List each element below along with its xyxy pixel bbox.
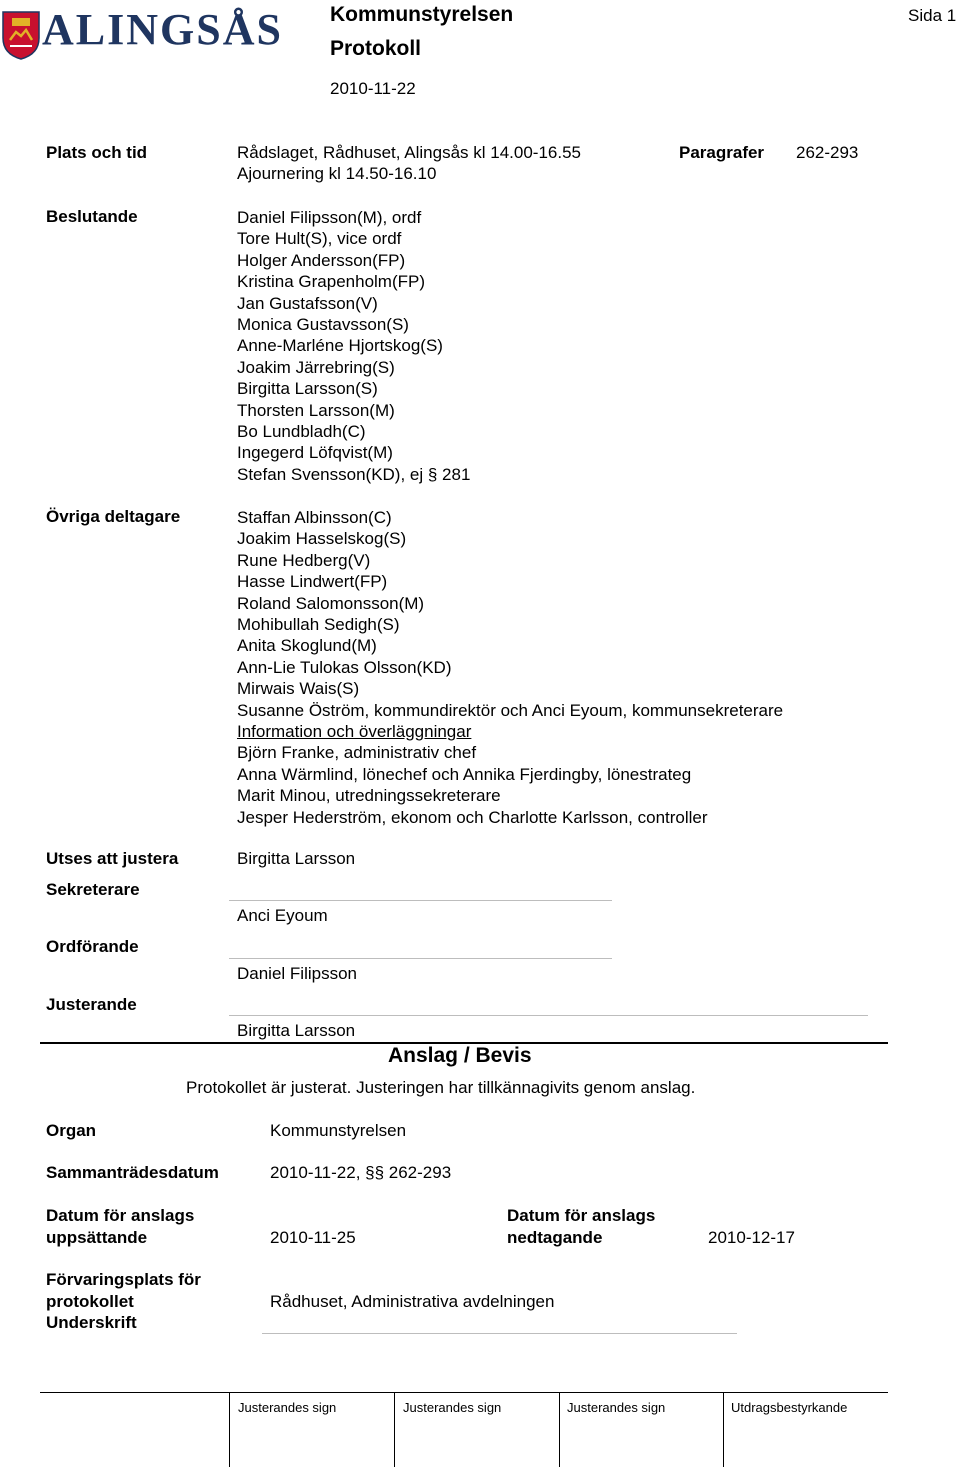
organ-value: Kommunstyrelsen [270, 1121, 407, 1140]
list-item: Thorsten Larsson(M) [237, 400, 395, 420]
signature-line [229, 900, 612, 901]
utses-label: Utses att justera [46, 849, 179, 868]
organ-title: Kommunstyrelsen [330, 3, 514, 26]
place-line-2: Ajournering kl 14.50-16.10 [237, 164, 437, 183]
meeting-date: 2010-11-22 [330, 79, 416, 98]
ordforande-value: Daniel Filipsson [237, 964, 357, 983]
nedtagande-label-2: nedtagande [507, 1228, 603, 1247]
footer-sign-cell: Justerandes sign [238, 1400, 337, 1415]
justerande-label: Justerande [46, 995, 137, 1014]
list-item: Tore Hult(S), vice ordf [237, 229, 402, 249]
info-heading: Information och överläggningar [237, 722, 472, 742]
list-item: Anna Wärmlind, lönechef och Annika Fjerdingby, lönestrateg [237, 764, 692, 784]
nedtagande-value: 2010-12-17 [708, 1228, 795, 1247]
sekreterare-value: Anci Eyoum [237, 906, 328, 925]
list-item: Mohibullah Sedigh(S) [237, 615, 400, 635]
justerande-value: Birgitta Larsson [237, 1021, 356, 1040]
footer-divider [40, 1392, 888, 1393]
document-type: Protokoll [330, 37, 422, 60]
page-number: Sida 1 [908, 6, 957, 25]
beslutande-label: Beslutande [46, 207, 138, 226]
place-line-1: Rådslaget, Rådhuset, Alingsås kl 14.00-16.55 [237, 143, 582, 162]
list-item: Joakim Järrebring(S) [237, 357, 395, 377]
list-item: Roland Salomonsson(M) [237, 593, 425, 613]
footer-cell-border [229, 1392, 230, 1467]
footer-certification-cell: Utdragsbestyrkande [731, 1400, 848, 1415]
list-item: Stefan Svensson(KD), ej § 281 [237, 464, 471, 484]
nedtagande-label-1: Datum för anslags [507, 1206, 656, 1225]
list-item: Anne-Marléne Hjortskog(S) [237, 336, 443, 356]
list-item: Birgitta Larsson(S) [237, 379, 378, 399]
list-item: Bo Lundbladh(C) [237, 422, 366, 442]
paragraphs-label: Paragrafer [679, 143, 765, 162]
ovriga-label: Övriga deltagare [46, 507, 181, 526]
footer-sign-cell: Justerandes sign [567, 1400, 666, 1415]
utses-value: Birgitta Larsson [237, 849, 356, 868]
ordforande-label: Ordförande [46, 937, 139, 956]
list-item: Monica Gustavsson(S) [237, 315, 409, 335]
uppsattande-label-2: uppsättande [46, 1228, 148, 1247]
footer-cell-border [723, 1392, 724, 1467]
datum-value: 2010-11-22, §§ 262-293 [270, 1163, 452, 1182]
list-item: Björn Franke, administrativ chef [237, 743, 477, 763]
list-item: Marit Minou, utredningssekreterare [237, 786, 501, 806]
list-item: Daniel Filipsson(M), ordf [237, 208, 422, 227]
list-item: Ingegerd Löfqvist(M) [237, 443, 393, 463]
list-item: Hasse Lindwert(FP) [237, 572, 388, 592]
anslag-title: Anslag / Bevis [388, 1044, 532, 1067]
signature-line [262, 1333, 737, 1334]
list-item: Jan Gustafsson(V) [237, 293, 378, 313]
list-item: Mirwais Wais(S) [237, 679, 360, 699]
paragraphs-value: 262-293 [796, 143, 859, 162]
forvaring-label-1: Förvaringsplats för [46, 1270, 201, 1289]
footer-cell-border [559, 1392, 560, 1467]
forvaring-label-2: protokollet [46, 1292, 134, 1311]
list-item: Ann-Lie Tulokas Olsson(KD) [237, 657, 452, 677]
underskrift-label: Underskrift [46, 1313, 137, 1332]
forvaring-value: Rådhuset, Administrativa avdelningen [270, 1292, 555, 1311]
datum-label: Sammanträdesdatum [46, 1163, 219, 1182]
footer-sign-cell: Justerandes sign [403, 1400, 502, 1415]
organ-label: Organ [46, 1121, 97, 1140]
coat-of-arms-icon [2, 10, 40, 60]
place-label: Plats och tid [46, 143, 148, 162]
municipality-logo-text: ALINGSÅS [42, 5, 283, 54]
list-item: Joakim Hasselskog(S) [237, 529, 407, 549]
list-item: Rune Hedberg(V) [237, 550, 371, 570]
list-item: Holger Andersson(FP) [237, 250, 406, 270]
list-item: Susanne Öström, kommundirektör och Anci Eyoum, kommunsekreterare [237, 700, 784, 720]
sekreterare-label: Sekreterare [46, 880, 140, 899]
signature-line [229, 958, 612, 959]
signature-line [229, 1015, 868, 1016]
ovriga-list [237, 507, 783, 828]
uppsattande-value: 2010-11-25 [270, 1228, 356, 1247]
list-item: Kristina Grapenholm(FP) [237, 272, 426, 292]
beslutande-list [237, 207, 470, 485]
list-item: Jesper Hederström, ekonom och Charlotte Karlsson, controller [237, 807, 708, 827]
list-item: Anita Skoglund(M) [237, 636, 377, 656]
footer-cell-border [394, 1392, 395, 1467]
anslag-statement: Protokollet är justerat. Justeringen har tillkännagivits genom anslag. [186, 1078, 696, 1097]
uppsattande-label-1: Datum för anslags [46, 1206, 195, 1225]
list-item: Staffan Albinsson(C) [237, 508, 392, 527]
